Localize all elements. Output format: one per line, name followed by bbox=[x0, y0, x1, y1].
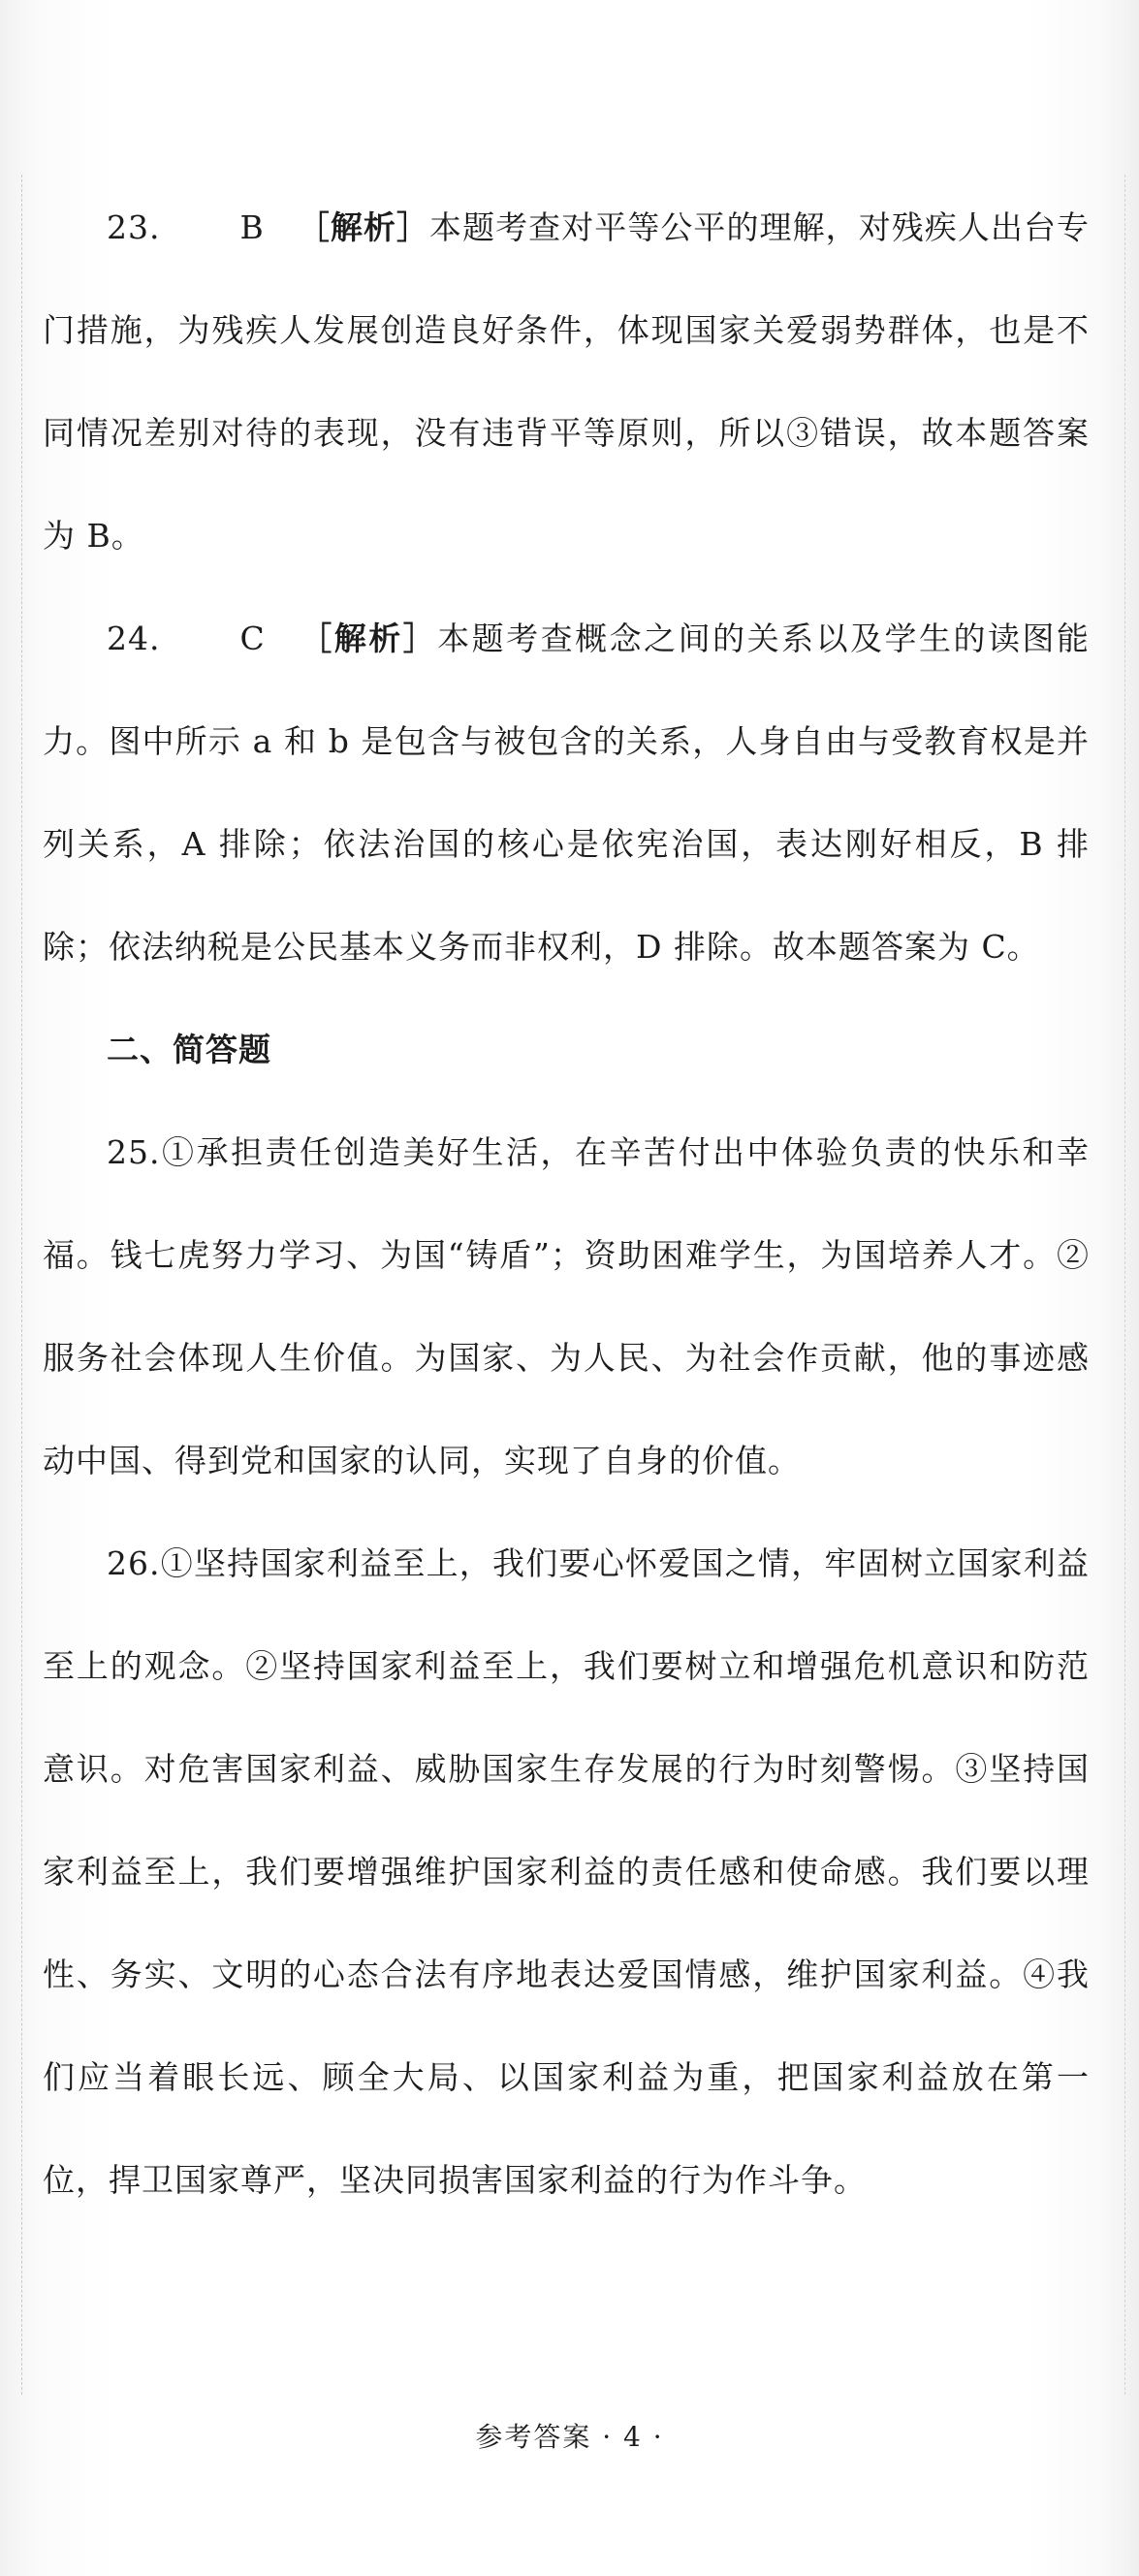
scan-edge-left bbox=[21, 175, 22, 2395]
scan-edge-right bbox=[1124, 175, 1125, 2395]
analysis-tag: ［解析］ bbox=[298, 620, 438, 657]
page-footer: 参考答案 · 4 · bbox=[475, 2421, 664, 2453]
question-23 bbox=[43, 176, 1090, 588]
question-24 bbox=[43, 588, 1090, 999]
analysis-tag: ［解析］ bbox=[297, 208, 430, 246]
analysis-text: 本题考查对平等公平的理解，对残疾人出台专门措施，为残疾人发展创造良好条件，体现国家关爱弱势群体，也是不同情况差别对待的表现，没有违背平等原则，所以③错误，故本题答案为 B。 bbox=[43, 208, 1091, 555]
question-26 bbox=[43, 1512, 1090, 2232]
answer-text: ①坚持国家利益至上，我们要心怀爱国之情，牢固树立国家利益至上的观念。②坚持国家利益至上，我们要树立和增强危机意识和防范意识。对危害国家利益、威胁国家生存发展的行为时刻警惕。③坚持国家利益至上，我们要增强维护国家利益的责任感和使命感。我们要以理性、务实、文明的心态合法有序地表达爱国情感，维护国家利益。④我们应当着眼长远、顾全大局、以国家利益为重，把国家利益放在第一位，捍卫国家尊严，坚决同损害国家利益的行为作斗争。 bbox=[43, 1544, 1090, 2199]
section-heading: 二、简答题 bbox=[107, 1031, 271, 1068]
question-25 bbox=[43, 1101, 1090, 1512]
question-number: 23. bbox=[107, 208, 161, 246]
answer-content bbox=[43, 176, 1090, 2232]
answer-text: ①承担责任创造美好生活，在辛苦付出中体验负责的快乐和幸福。钱七虎努力学习、为国“铸盾”；资助困难学生，为国培养人才。②服务社会体现人生价值。为国家、为人民、为社会作贡献，他的事迹感动中国、得到党和国家的认同，实现了自身的价值。 bbox=[43, 1133, 1090, 1479]
answer-letter: C bbox=[239, 620, 266, 657]
question-number: 26. bbox=[107, 1544, 161, 1582]
answer-letter: B bbox=[239, 208, 265, 246]
analysis-text: 本题考查概念之间的关系以及学生的读图能力。图中所示 a 和 b 是包含与被包含的关系，人身自由与受教育权是并列关系，A 排除；依法治国的核心是依宪治国，表达刚好相反，B 排除；依法纳税是公民基本义务而非权利，D 排除。故本题答案为 C。 bbox=[43, 620, 1091, 966]
question-number: 25. bbox=[107, 1133, 161, 1171]
question-number: 24. bbox=[107, 620, 161, 657]
